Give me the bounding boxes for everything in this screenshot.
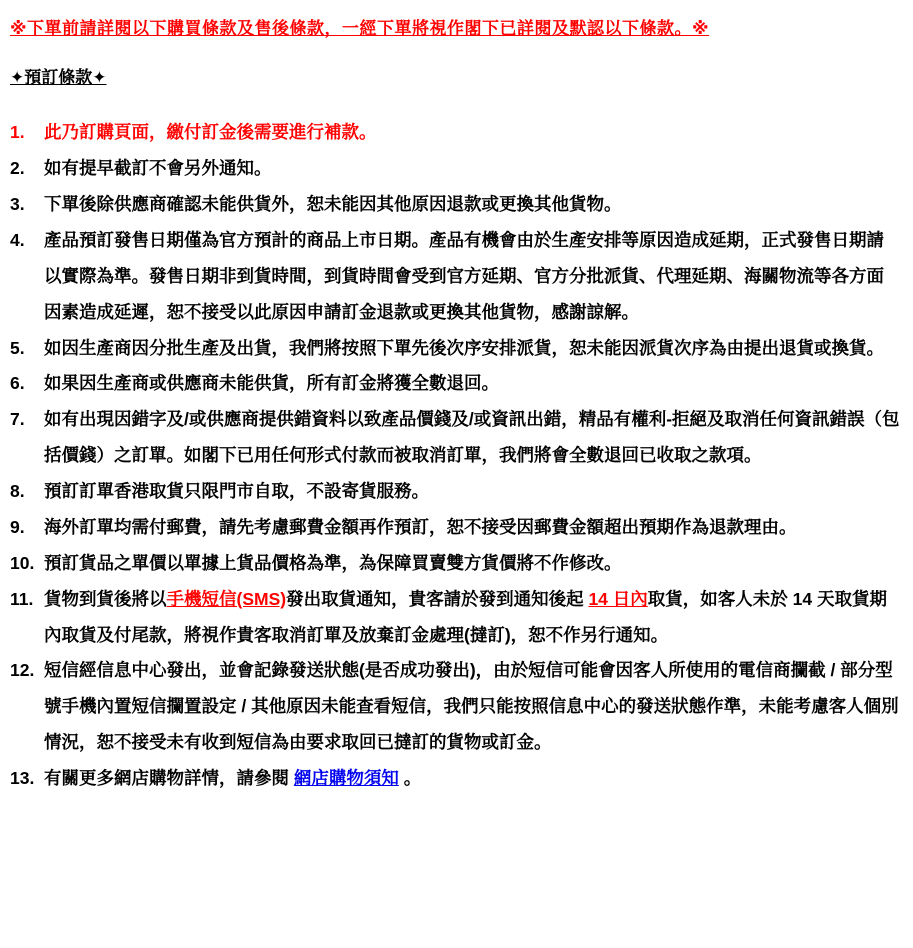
- terms-list: [10, 115, 901, 797]
- term-number: 13.: [10, 768, 35, 789]
- term-text: [44, 510, 901, 546]
- term-number: 7.: [10, 409, 25, 430]
- term-item-2: [10, 151, 901, 187]
- top-notice: ※下單前請詳閱以下購買條款及售後條款，一經下單將視作閣下已詳閱及默認以下條款。※: [10, 19, 710, 38]
- term-number: 11.: [10, 588, 34, 609]
- term-number: 3.: [10, 194, 25, 215]
- term-number: 12.: [10, 660, 35, 681]
- term-item-1: [10, 115, 901, 151]
- term-text: [44, 761, 901, 797]
- term-text-segment: 如果因生產商或供應商未能供貨，所有訂金將獲全數退回。: [44, 373, 499, 394]
- term-text: [44, 546, 901, 582]
- term-number: 2.: [10, 158, 25, 179]
- term-text: [44, 187, 901, 223]
- term-item-13: [10, 761, 901, 797]
- term-text-segment: 發出取貨通知，貴客請於發到通知後起: [286, 588, 589, 609]
- term-item-7: [10, 402, 901, 474]
- shop-guide-link[interactable]: 網店購物須知: [293, 768, 399, 789]
- term-text-segment: 海外訂單均需付郵費，請先考慮郵費金額再作預訂，恕不接受因郵費金額超出預期作為退款理由。: [44, 516, 797, 537]
- term-number: 1.: [10, 122, 25, 143]
- term-text-segment: 下單後除供應商確認未能供貨外，恕未能因其他原因退款或更換其他貨物。: [44, 194, 622, 215]
- term-text-segment: 短信經信息中心發出，並會記錄發送狀態(是否成功發出)，由於短信可能會因客人所使用的電信商攔截 / 部分型號手機內置短信攔置設定 / 其他原因未能查看短信，我們只能按照信息中心的發送狀態作準，未能考慮客人個別情況，恕不接受未有收到短信為由要求取回已撻訂的貨物或訂金。: [44, 660, 899, 753]
- term-item-3: [10, 187, 901, 223]
- term-text: [44, 331, 901, 367]
- section-title: ✦預訂條款✦: [10, 67, 107, 87]
- term-text: [44, 582, 901, 654]
- term-text-segment: 。: [398, 768, 422, 789]
- term-item-11: [10, 582, 901, 654]
- term-text: [44, 474, 901, 510]
- term-text-segment: 貨物到貨後將以: [44, 588, 167, 609]
- term-item-12: [10, 653, 901, 761]
- term-item-5: [10, 331, 901, 367]
- term-text: [44, 223, 901, 331]
- term-number: 4.: [10, 229, 25, 250]
- term-text: [44, 366, 901, 402]
- term-item-6: [10, 366, 901, 402]
- deadline-highlight: 14 日內: [588, 588, 648, 609]
- term-text-segment: 如有提早截訂不會另外通知。: [44, 158, 272, 179]
- term-item-9: [10, 510, 901, 546]
- term-number: 8.: [10, 481, 25, 502]
- sms-highlight: 手機短信(SMS): [166, 588, 287, 609]
- term-text-segment: 預訂訂單香港取貨只限門市自取，不設寄貨服務。: [44, 481, 429, 502]
- term-text-segment: 產品預訂發售日期僅為官方預計的商品上市日期。產品有機會由於生產安排等原因造成延期，正式發售日期請以實際為準。發售日期非到貨時間，到貨時間會受到官方延期、官方分批派貨、代理延期、海關物流等各方面因素造成延遲，恕不接受以此原因申請訂金退款或更換其他貨物，感謝諒解。: [44, 229, 884, 322]
- term-text-segment: 取貨，如客人未於 14 天取貨期內取貨及付尾款，將視作貴客取消訂單及放棄訂金處理(撻訂)，恕不作另行通知。: [44, 588, 887, 645]
- term-text-segment: 如有出現因錯字及/或供應商提供錯資料以致產品價錢及/或資訊出錯，精品有權利-拒絕及取消任何資訊錯誤（包括價錢）之訂單。如閣下已用任何形式付款而被取消訂單，我們將會全數退回已收取之款項。: [44, 409, 900, 466]
- term-text: [44, 151, 901, 187]
- term-number: 5.: [10, 337, 25, 358]
- term-text: [44, 402, 901, 474]
- term-text-segment: 有關更多網店購物詳情，請參閱: [44, 768, 294, 789]
- term-number: 10.: [10, 552, 35, 573]
- term-text-segment: 預訂貨品之單價以單據上貨品價格為準，為保障買賣雙方貨價將不作修改。: [44, 552, 622, 573]
- term-number: 6.: [10, 373, 25, 394]
- term-number: 9.: [10, 516, 25, 537]
- term-text-segment: 此乃訂購頁面，繳付訂金後需要進行補款。: [44, 122, 377, 143]
- term-text: [44, 653, 901, 761]
- term-item-4: [10, 223, 901, 331]
- term-text-segment: 如因生產商因分批生產及出貨，我們將按照下單先後次序安排派貨，恕未能因派貨次序為由提出退貨或換貨。: [44, 337, 884, 358]
- term-item-8: [10, 474, 901, 510]
- term-item-10: [10, 546, 901, 582]
- term-text: [44, 115, 901, 151]
